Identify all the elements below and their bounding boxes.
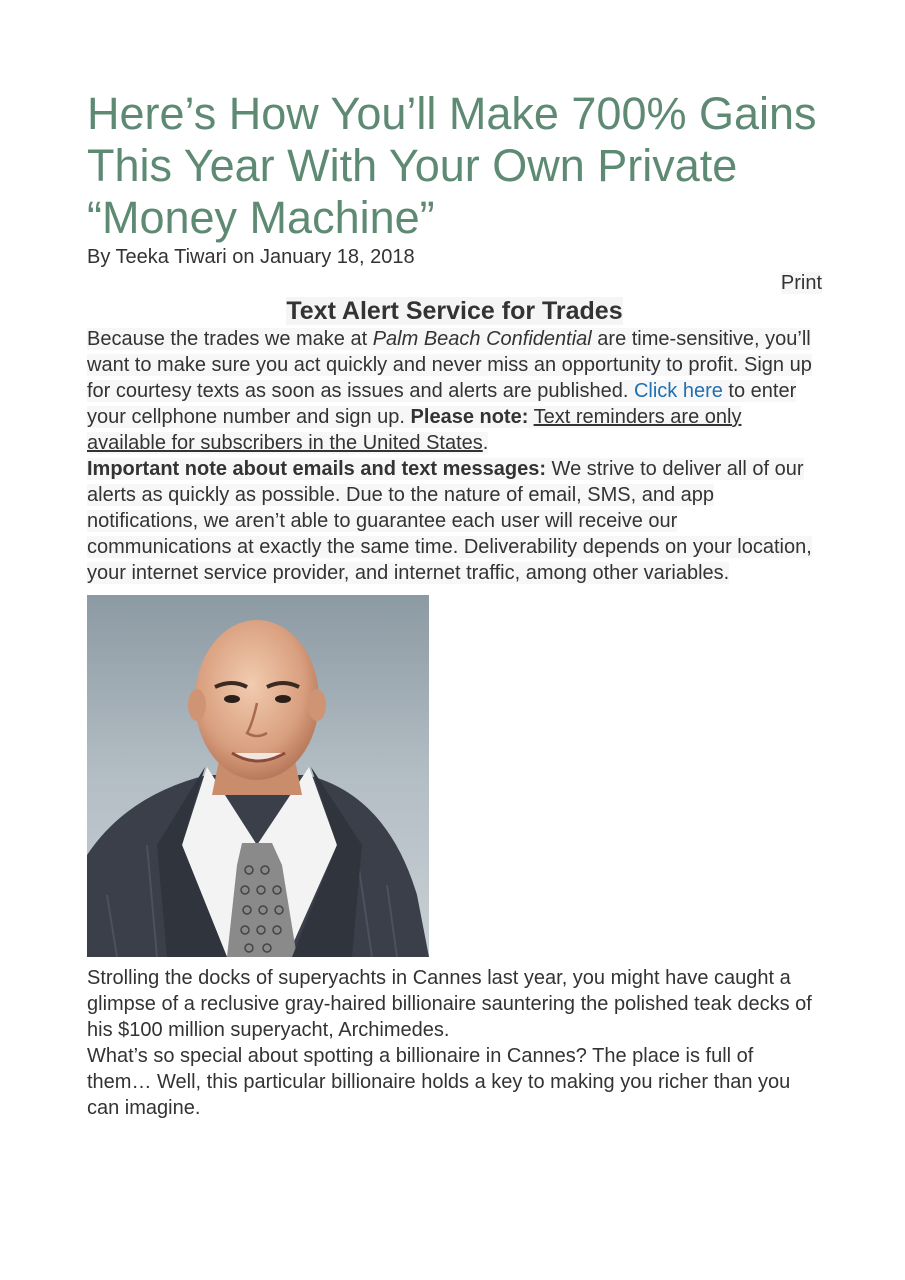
author-photo [87, 595, 429, 957]
story-paragraph-1: Strolling the docks of superyachts in Cannes last year, you might have caught a glimpse of a reclusive gray-haired billionaire sauntering the polished teak decks of his $100 million superyacht, Archimedes. [87, 967, 812, 1041]
delivery-note-text: We strive to deliver all of our alerts as quickly as possible. Due to the nature of email, SMS, and app notifications, we aren’t able to guarantee each user will receive our communications at exactly the same time. Deliverability depends on your location, your internet service provider, and internet traffic, among other variables. [87, 458, 812, 584]
article [87, 88, 822, 1121]
story-paragraph-2: What’s so special about spotting a billionaire in Cannes? The place is full of them… Well, this particular billionaire holds a key to making you richer than you can imagine. [87, 1045, 791, 1119]
alert-text: . [482, 432, 489, 454]
publication-name: Palm Beach Confidential [372, 328, 592, 350]
alert-text: to enter your cellphone number and sign up. [87, 380, 797, 428]
delivery-note-paragraph [87, 456, 822, 586]
article-byline: By Teeka Tiwari on January 18, 2018 [87, 246, 415, 268]
print-link[interactable]: Print [780, 272, 822, 294]
article-title: Here’s How You’ll Make 700% Gains This Year With Your Own Private “Money Machine” [87, 88, 817, 243]
us-only-link[interactable]: Text reminders are only available for subscribers in the United States [87, 406, 742, 454]
important-note-label: Important note about emails and text messages: [87, 458, 546, 480]
alert-service-heading-text: Text Alert Service for Trades [286, 297, 623, 325]
alert-signup-paragraph [87, 326, 822, 456]
click-here-link[interactable]: Click here [633, 380, 723, 402]
alert-text: are time-sensitive, you’ll want to make sure you act quickly and never miss an opportunity to profit. Sign up for courtesy texts as soon as issues and alerts are published. [87, 328, 812, 402]
author-portrait-image [87, 595, 429, 957]
print-row [87, 270, 822, 296]
alert-service-heading [87, 296, 822, 326]
please-note-label: Please note: [410, 406, 529, 428]
alert-text: Because the trades we make at [87, 328, 373, 350]
